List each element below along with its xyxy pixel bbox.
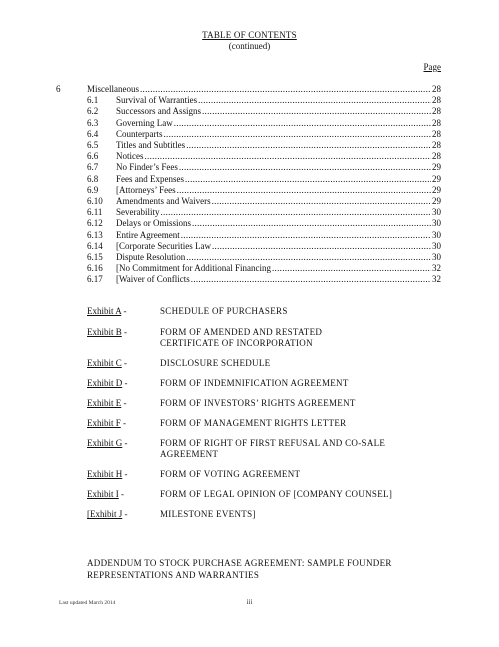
exhibit-description — [160, 306, 427, 317]
toc-entry[interactable] — [56, 162, 441, 173]
toc-entry-number: 6.3 — [87, 117, 99, 128]
toc-entry[interactable] — [56, 274, 441, 285]
toc-entry-number: 6.13 — [87, 229, 103, 240]
leader-dots — [186, 140, 431, 151]
exhibit-separator: - — [124, 327, 128, 337]
toc-entry-label: [Corporate Securities Law — [116, 240, 211, 251]
toc-entry[interactable] — [56, 129, 441, 140]
toc-entry-label: Successors and Assigns — [116, 106, 201, 117]
toc-entry-number: 6.5 — [87, 140, 99, 151]
leader-dots — [164, 129, 432, 140]
exhibit-description — [160, 509, 427, 520]
exhibit-label: Exhibit H — [87, 469, 123, 479]
exhibit-description-line: MILESTONE EVENTS] — [160, 509, 256, 519]
leader-dots — [185, 174, 431, 185]
toc-entry[interactable] — [56, 263, 441, 274]
exhibit-description-line: FORM OF RIGHT OF FIRST REFUSAL AND CO-SALE — [160, 438, 386, 448]
footer-page-number: iii — [246, 598, 253, 606]
toc-entry-number: 6.17 — [87, 274, 103, 285]
leader-dots — [212, 196, 431, 207]
toc-entry-label: Amendments and Waivers — [116, 196, 211, 207]
exhibit-separator: - — [123, 398, 127, 408]
toc-entry-number: 6.7 — [87, 162, 99, 173]
exhibit-label: [Exhibit J — [87, 509, 123, 519]
section-title: Miscellaneous — [87, 84, 139, 94]
exhibit-entry[interactable] — [87, 438, 427, 460]
exhibit-separator: - — [124, 469, 128, 479]
toc-entry[interactable] — [56, 230, 441, 241]
exhibit-key — [87, 469, 160, 480]
exhibit-entry[interactable] — [87, 418, 427, 429]
exhibit-entry[interactable] — [87, 358, 427, 369]
exhibit-label: Exhibit E — [87, 398, 122, 408]
toc-entry-label: Delays or Omissions — [116, 218, 191, 229]
exhibit-separator: - — [124, 509, 128, 519]
toc-entry-number: 6.16 — [87, 263, 103, 274]
toc-entry-page: 32 — [432, 274, 441, 285]
toc-entry-page: 30 — [432, 240, 441, 251]
toc-entry-label: Governing Law — [116, 117, 173, 128]
toc-entry-page: 28 — [432, 151, 441, 162]
toc-entry-page: 30 — [432, 229, 441, 240]
toc-entry-label: Titles and Subtitles — [116, 140, 186, 151]
section-page: 28 — [432, 84, 441, 94]
exhibit-key — [87, 306, 160, 317]
exhibit-key — [87, 438, 160, 460]
exhibit-key — [87, 378, 160, 389]
toc-heading — [0, 30, 499, 52]
exhibit-separator: - — [121, 489, 124, 499]
toc-entry[interactable] — [56, 252, 441, 263]
toc-section-6 — [56, 84, 441, 286]
exhibit-separator: - — [124, 438, 128, 448]
toc-entry-page: 28 — [432, 140, 441, 151]
toc-entry-page: 29 — [432, 184, 441, 195]
toc-title: TABLE OF CONTENTS — [202, 30, 297, 40]
exhibit-description-line: CERTIFICATE OF INCORPORATION — [160, 338, 313, 348]
toc-entry-number: 6.12 — [87, 218, 103, 229]
exhibit-entry[interactable] — [87, 469, 427, 480]
leader-dots — [272, 263, 431, 274]
exhibit-description — [160, 398, 427, 409]
addendum-heading — [87, 558, 427, 581]
leader-dots — [140, 84, 431, 95]
toc-entry-number: 6.10 — [87, 196, 103, 207]
toc-entry[interactable] — [56, 196, 441, 207]
exhibit-separator: - — [124, 378, 128, 388]
toc-entry-label: [No Commitment for Additional Financing — [116, 263, 271, 274]
leader-dots — [145, 151, 432, 162]
toc-entry-page: 30 — [432, 252, 441, 263]
exhibit-description-line: FORM OF INVESTORS’ RIGHTS AGREEMENT — [160, 398, 356, 408]
toc-entry[interactable] — [56, 151, 441, 162]
section-heading-row[interactable] — [56, 84, 441, 95]
toc-entry-page: 28 — [432, 106, 441, 117]
toc-entry-number: 6.4 — [87, 128, 99, 139]
toc-entry[interactable] — [56, 95, 441, 106]
leader-dots — [174, 118, 431, 129]
toc-entry-label: No Finder’s Fees — [116, 162, 178, 173]
toc-entry-number: 6.15 — [87, 252, 103, 263]
toc-entry-label: Notices — [116, 151, 144, 162]
exhibit-key — [87, 358, 160, 369]
exhibit-description — [160, 358, 427, 369]
footer-last-updated: Last updated March 2014 — [59, 600, 116, 606]
toc-entry-page: 28 — [432, 117, 441, 128]
toc-subtitle: (continued) — [228, 41, 271, 51]
toc-entry-page: 28 — [432, 95, 441, 106]
toc-entry[interactable] — [56, 174, 441, 185]
exhibit-entry[interactable] — [87, 306, 427, 317]
exhibit-key — [87, 327, 160, 349]
addendum-line-1: ADDENDUM TO STOCK PURCHASE AGREEMENT: SAMPLE FOUNDER — [87, 558, 392, 568]
exhibit-entry[interactable] — [87, 398, 427, 409]
exhibit-label: Exhibit B — [87, 327, 122, 337]
toc-entry-number: 6.1 — [87, 95, 99, 106]
toc-entry-number: 6.9 — [87, 184, 99, 195]
exhibit-key — [87, 398, 160, 409]
leader-dots — [186, 252, 431, 263]
exhibit-description — [160, 327, 427, 349]
toc-entry-number: 6.6 — [87, 151, 99, 162]
toc-item-list — [56, 95, 441, 285]
leader-dots — [191, 274, 431, 285]
exhibit-description — [160, 418, 427, 429]
page-column-header: Page — [423, 62, 441, 72]
toc-entry[interactable] — [56, 241, 441, 252]
toc-entry[interactable] — [56, 185, 441, 196]
section-number: 6 — [56, 84, 61, 94]
exhibit-key — [87, 418, 160, 429]
toc-entry-label: Entire Agreement — [116, 229, 180, 240]
toc-entry-label: Counterparts — [116, 128, 163, 139]
toc-entry-label: Severability — [116, 207, 160, 218]
exhibit-label: Exhibit F — [87, 418, 121, 428]
toc-entry-page: 32 — [432, 263, 441, 274]
leader-dots — [177, 185, 431, 196]
exhibit-entry[interactable] — [87, 327, 427, 349]
exhibit-description-line: SCHEDULE OF PURCHASERS — [160, 306, 288, 316]
toc-entry[interactable] — [56, 140, 441, 151]
toc-entry[interactable] — [56, 218, 441, 229]
exhibit-description-line: FORM OF VOTING AGREEMENT — [160, 469, 301, 479]
exhibit-description — [160, 489, 427, 500]
exhibit-description-line: FORM OF LEGAL OPINION OF [COMPANY COUNSEL] — [160, 489, 393, 499]
leader-dots — [192, 218, 431, 229]
leader-dots — [161, 207, 432, 218]
exhibit-description — [160, 378, 427, 389]
toc-entry-page: 30 — [432, 218, 441, 229]
toc-entry[interactable] — [56, 106, 441, 117]
toc-entry-page: 29 — [432, 162, 441, 173]
toc-entry-label: Survival of Warranties — [116, 95, 198, 106]
toc-entry-number: 6.11 — [87, 207, 103, 218]
toc-entry-label: [Attorneys’ Fees — [116, 184, 176, 195]
exhibit-label: Exhibit C — [87, 358, 122, 368]
exhibit-entry[interactable] — [87, 489, 427, 500]
leader-dots — [198, 95, 431, 106]
exhibit-entry[interactable] — [87, 509, 427, 520]
exhibit-separator: - — [124, 358, 128, 368]
toc-entry-page: 29 — [432, 196, 441, 207]
toc-entry[interactable] — [56, 207, 441, 218]
exhibit-entry[interactable] — [87, 378, 427, 389]
exhibit-key — [87, 509, 160, 520]
toc-entry-number: 6.2 — [87, 106, 99, 117]
toc-entry-page: 29 — [432, 173, 441, 184]
addendum-line-2: REPRESENTATIONS AND WARRANTIES — [87, 569, 260, 580]
exhibit-description-line: DISCLOSURE SCHEDULE — [160, 358, 271, 368]
exhibit-key — [87, 489, 160, 500]
toc-entry-label: Dispute Resolution — [116, 252, 186, 263]
exhibit-separator: - — [123, 418, 127, 428]
leader-dots — [179, 162, 431, 173]
exhibit-label: Exhibit A — [87, 306, 122, 316]
toc-entry-label: [Waiver of Conflicts — [116, 274, 190, 285]
exhibit-description-line: FORM OF INDEMNIFICATION AGREEMENT — [160, 378, 349, 388]
toc-entry-number: 6.8 — [87, 173, 99, 184]
exhibit-label: Exhibit G — [87, 438, 123, 448]
exhibit-list — [87, 306, 427, 520]
toc-entry[interactable] — [56, 118, 441, 129]
exhibit-description-line: AGREEMENT — [160, 449, 219, 459]
exhibit-description — [160, 438, 427, 460]
exhibit-separator: - — [123, 306, 127, 316]
leader-dots — [202, 106, 431, 117]
leader-dots — [181, 230, 431, 241]
leader-dots — [212, 241, 431, 252]
exhibit-description — [160, 469, 427, 480]
exhibit-description-line: FORM OF MANAGEMENT RIGHTS LETTER — [160, 418, 347, 428]
toc-entry-number: 6.14 — [87, 240, 103, 251]
toc-entry-label: Fees and Expenses — [116, 173, 184, 184]
exhibit-label: Exhibit I — [87, 489, 119, 499]
toc-entry-page: 30 — [432, 207, 441, 218]
exhibit-description-line: FORM OF AMENDED AND RESTATED — [160, 327, 323, 337]
toc-entry-page: 28 — [432, 128, 441, 139]
exhibit-label: Exhibit D — [87, 378, 123, 388]
